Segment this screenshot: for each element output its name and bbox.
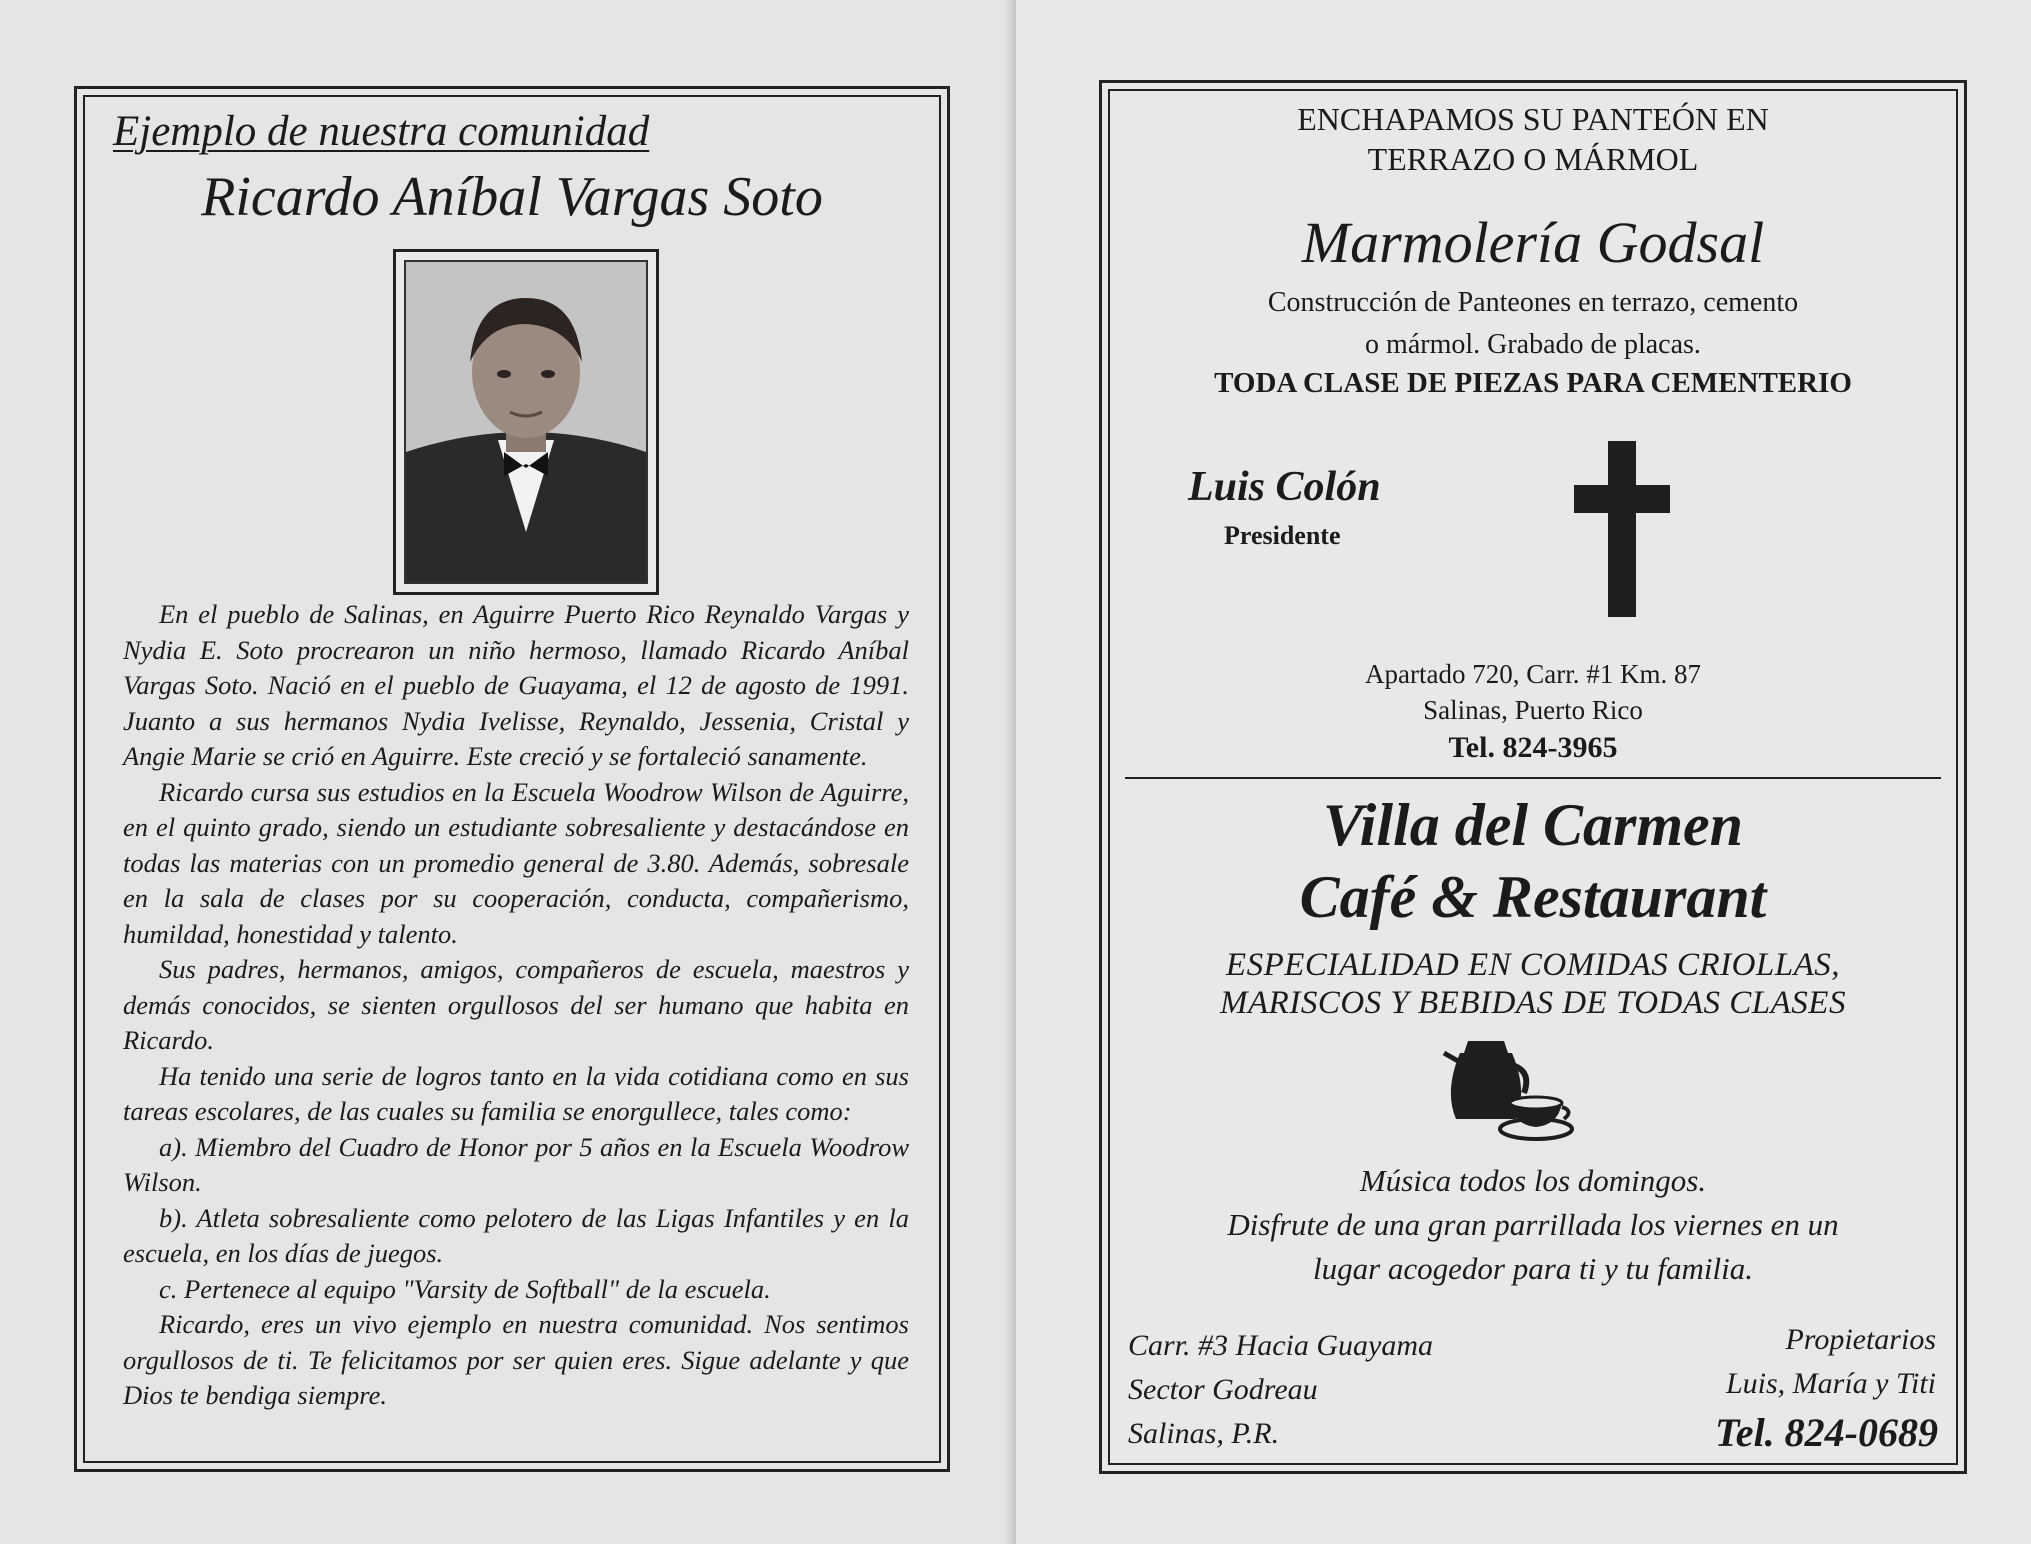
portrait-photo xyxy=(393,249,659,595)
achievement-item: b). Atleta sobresaliente como pelotero de las Ligas Infantiles y en la escuela, en los días de juegos. xyxy=(123,1202,909,1268)
ads-frame xyxy=(1099,80,1967,1474)
owner-name: Luis Colón xyxy=(1188,464,1381,510)
villa-address-line: Carr. #3 Hacia Guayama xyxy=(1128,1329,1433,1362)
villa-promo-1: Disfrute de una gran parrillada los viernes en un xyxy=(1227,1207,1839,1242)
villa-address-line: Sector Godreau xyxy=(1128,1373,1318,1406)
villa-owners-label: Propietarios xyxy=(1785,1323,1936,1356)
villa-music: Música todos los domingos. xyxy=(1359,1163,1707,1198)
villa-specialty-1: ESPECIALIDAD EN COMIDAS CRIOLLAS, xyxy=(1225,947,1841,983)
paragraph: Sus padres, hermanos, amigos, compañeros de escuela, maestros y demás conocidos, se sienten orgullosos del ser humano que habita en Ricardo. xyxy=(123,954,909,1055)
paragraph: En el pueblo de Salinas, en Aguirre Puerto Rico Reynaldo Vargas y Nydia E. Soto procrearon un niño hermoso, llamado Ricardo Aníbal Vargas Soto. Nació en el pueblo de Guayama, el 12 de agosto de 1991. Juanto a sus hermanos Nydia Ivelisse, Reynaldo, Jessenia, Cristal y Angie Marie se crió en Aguirre. Este creció y se fortaleció sanamente. xyxy=(123,599,909,771)
marmoleria-name: Marmolería Godsal xyxy=(1301,210,1765,275)
marmoleria-address-1: Apartado 720, Carr. #1 Km. 87 xyxy=(1365,659,1701,689)
paragraph: Ricardo cursa sus estudios en la Escuela Woodrow Wilson de Aguirre, en el quinto grado, siendo un estudiante sobresaliente y destacándose en todas las materias con un promedio general de 3.80. Además, sobresale en la sala de clases por su cooperación, conducta, compañerismo, humildad, honestidad y talento. xyxy=(123,776,909,949)
villa-specialty-2: MARISCOS Y BEBIDAS DE TODAS CLASES xyxy=(1220,985,1846,1021)
owner-title: Presidente xyxy=(1224,521,1341,550)
article-kicker: Ejemplo de nuestra comunidad xyxy=(113,108,650,155)
article-title: Ricardo Aníbal Vargas Soto xyxy=(201,166,823,228)
marmoleria-phone: Tel. 824-3965 xyxy=(1448,731,1618,764)
paragraph: Ha tenido una serie de logros tanto en la vida cotidiana como en sus tareas escolares, de las cuales su familia se enorgullece, tales como: xyxy=(123,1060,909,1126)
villa-name: Villa del Carmen xyxy=(1322,792,1744,858)
achievement-item: c. Pertenece al equipo "Varsity de Softball" de la escuela. xyxy=(159,1273,771,1304)
article-body xyxy=(123,597,909,1414)
marmoleria-headline-1: ENCHAPAMOS SU PANTEÓN EN xyxy=(1297,101,1769,137)
coffee-pot-icon xyxy=(1428,1031,1578,1151)
community-article-frame xyxy=(74,86,950,1472)
article-inner-border xyxy=(83,95,941,1463)
boy-portrait-icon xyxy=(406,262,646,582)
ads-divider xyxy=(1125,777,1941,779)
villa-subtitle: Café & Restaurant xyxy=(1299,864,1767,930)
marmoleria-description-1: Construcción de Panteones en terrazo, cemento xyxy=(1267,287,1799,318)
marmoleria-headline-2: TERRAZO O MÁRMOL xyxy=(1367,141,1699,177)
villa-address-line: Salinas, P.R. xyxy=(1128,1417,1280,1450)
closing-paragraph: Ricardo, eres un vivo ejemplo en nuestra comunidad. Nos sentimos orgullosos de ti. Te felicitamos por ser quien eres. Sigue adelante y que Dios te bendiga siempre. xyxy=(123,1309,909,1410)
marmoleria-address-2: Salinas, Puerto Rico xyxy=(1423,695,1643,725)
villa-promo-2: lugar acogedor para ti y tu familia. xyxy=(1312,1251,1753,1286)
villa-phone: Tel. 824-0689 xyxy=(1715,1410,1938,1455)
ads-inner-border xyxy=(1108,89,1958,1465)
achievement-item: a). Miembro del Cuadro de Honor por 5 años en la Escuela Woodrow Wilson. xyxy=(123,1131,909,1197)
marmoleria-pieces: TODA CLASE DE PIEZAS PARA CEMENTERIO xyxy=(1214,367,1852,399)
cross-icon xyxy=(1574,441,1670,617)
villa-owners: Luis, María y Titi xyxy=(1725,1367,1936,1400)
portrait-image xyxy=(404,260,648,584)
marmoleria-description-2: o mármol. Grabado de placas. xyxy=(1365,329,1701,360)
